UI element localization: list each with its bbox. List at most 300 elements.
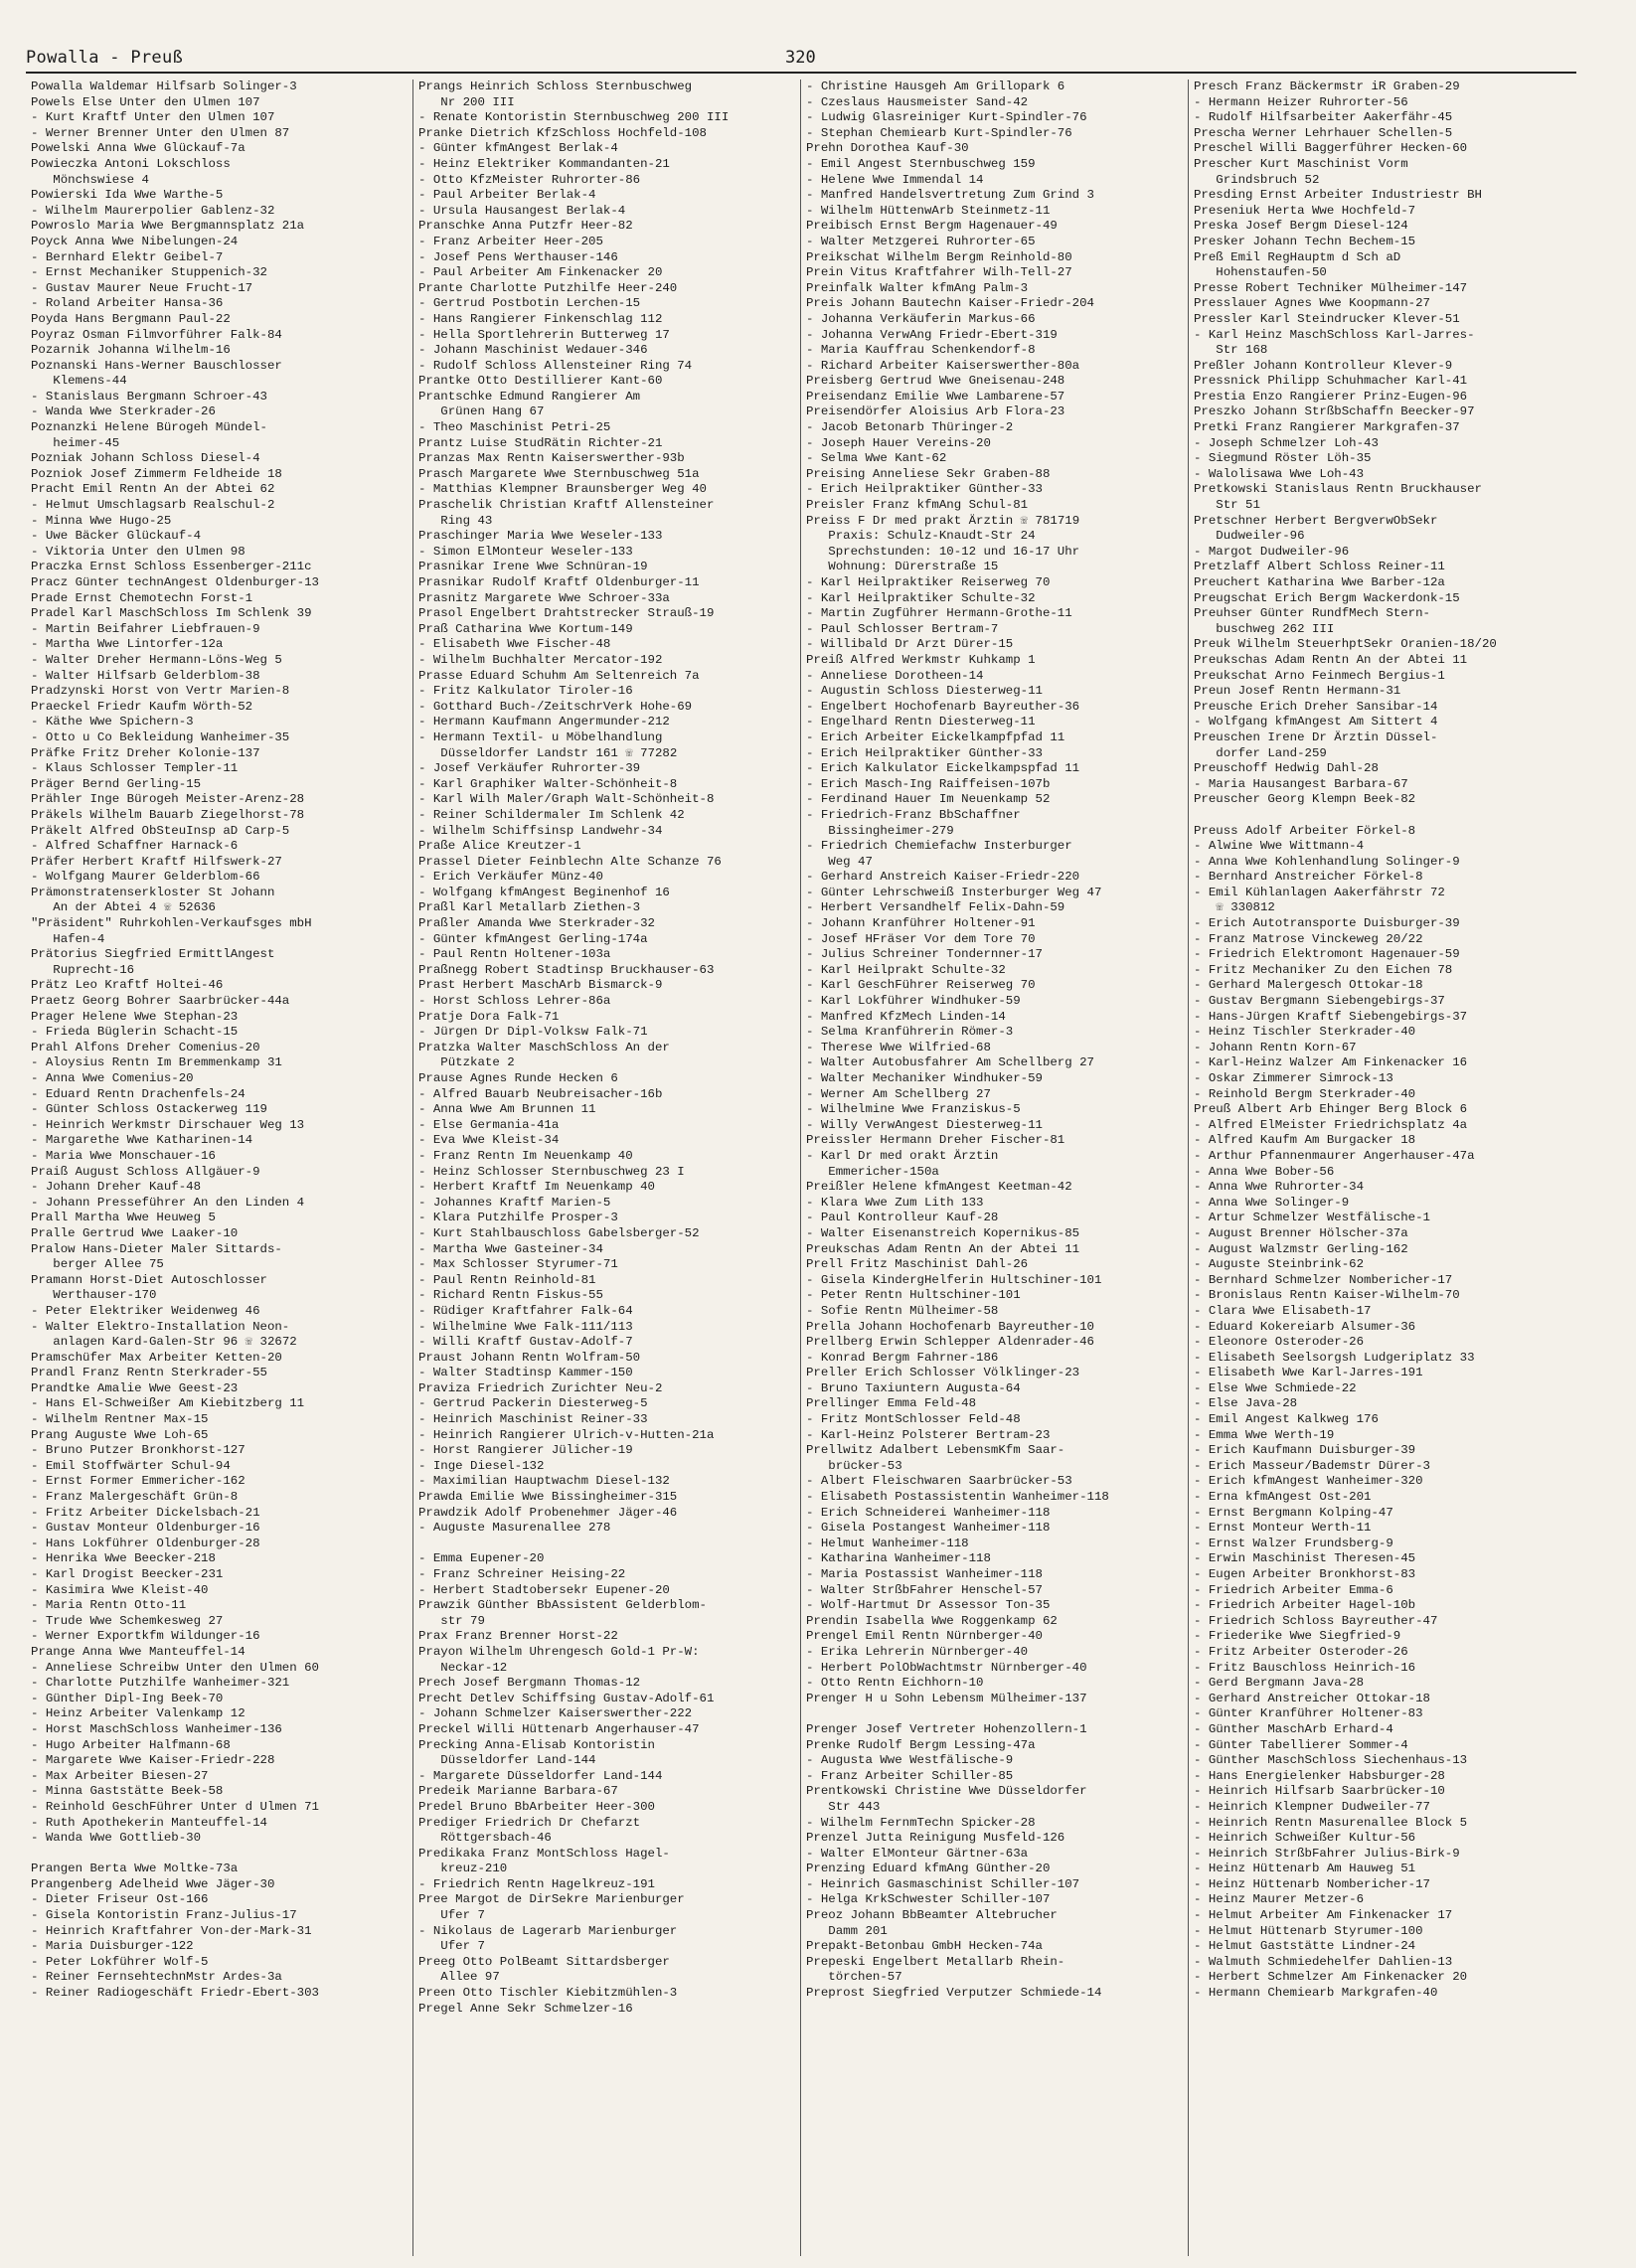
directory-entry: - Heinz Schlosser Sternbuschweg 23 I xyxy=(418,1164,685,1179)
directory-entry: Precking Anna-Elisab Kontoristin xyxy=(418,1737,655,1752)
directory-entry: Praschinger Maria Wwe Weseler-133 xyxy=(418,529,663,544)
directory-entry: - Johanna Verkäuferin Markus-66 xyxy=(806,311,1036,326)
directory-entry: - Peter Lokführer Wolf-5 xyxy=(31,1954,209,1969)
directory-entry: - Helmut Umschlagsarb Realschul-2 xyxy=(31,498,275,513)
directory-entry: - Fritz Bauschloss Heinrich-16 xyxy=(1194,1660,1416,1675)
directory-entry: - Friedrich Rentn Hagelkreuz-191 xyxy=(418,1876,655,1891)
directory-entry: Precht Detlev Schiffsing Gustav-Adolf-61 xyxy=(418,1691,715,1705)
directory-entry: - Anna Wwe Solinger-9 xyxy=(1194,1195,1350,1210)
directory-entry: - Ernst Former Emmericher-162 xyxy=(31,1474,245,1489)
directory-entry: - Minna Wwe Hugo-25 xyxy=(31,513,172,528)
directory-entry: Str 51 xyxy=(1194,498,1260,513)
directory-entry: Pregel Anne Sekr Schmelzer-16 xyxy=(418,2001,633,2016)
directory-entry: - Herbert Schmelzer Am Finkenacker 20 xyxy=(1194,1970,1468,1985)
directory-entry: Pressler Karl Steindrucker Klever-51 xyxy=(1194,311,1460,326)
directory-entry: Prasnitz Margarete Wwe Schroer-33a xyxy=(418,590,670,605)
directory-entry: - Heinz Maurer Metzer-6 xyxy=(1194,1892,1365,1907)
directory-entry: Ufer 7 xyxy=(418,1939,485,1954)
directory-entry: Prediger Friedrich Dr Chefarzt xyxy=(418,1815,641,1830)
directory-entry: - Walter Elektro-Installation Neon- xyxy=(31,1319,290,1334)
directory-entry: - Oskar Zimmerer Simrock-13 xyxy=(1194,1071,1393,1085)
directory-entry: - Wilhelm Buchhalter Mercator-192 xyxy=(418,652,663,667)
directory-entry: - Dieter Friseur Ost-166 xyxy=(31,1892,209,1907)
directory-entry: - Erich Autotransporte Duisburger-39 xyxy=(1194,916,1460,931)
directory-entry: - Käthe Wwe Spichern-3 xyxy=(31,715,194,729)
directory-entry: - Konrad Bergm Fahrner-186 xyxy=(806,1350,999,1365)
directory-entry: - Martin Beifahrer Liebfrauen-9 xyxy=(31,621,260,636)
directory-entry: Pracht Emil Rentn An der Abtei 62 xyxy=(31,482,275,497)
directory-entry: Praßnegg Robert Stadtinsp Bruckhauser-63 xyxy=(418,962,715,977)
directory-entry: Presse Robert Techniker Mülheimer-147 xyxy=(1194,280,1468,295)
directory-entry: - Jürgen Dr Dipl-Volksw Falk-71 xyxy=(418,1025,648,1040)
directory-entry: Presslauer Agnes Wwe Koopmann-27 xyxy=(1194,296,1430,311)
directory-entry: Prax Franz Brenner Horst-22 xyxy=(418,1629,618,1644)
directory-entry: - Karl Heinz MaschSchloss Karl-Jarres- xyxy=(1194,327,1475,342)
directory-entry: - Emil Stoffwärter Schul-94 xyxy=(31,1458,231,1473)
directory-entry: - Klara Putzhilfe Prosper-3 xyxy=(418,1211,618,1225)
directory-entry: Ruprecht-16 xyxy=(31,962,135,977)
directory-entry: Preuschoff Hedwig Dahl-28 xyxy=(1194,761,1379,776)
directory-entry: Pree Margot de DirSekre Marienburger xyxy=(418,1892,685,1907)
directory-entry: - Willibald Dr Arzt Dürer-15 xyxy=(806,637,1014,652)
directory-entry: Klemens-44 xyxy=(31,374,127,389)
directory-entry: Prangs Heinrich Schloss Sternbuschweg xyxy=(418,80,693,93)
directory-entry: - Friedrich-Franz BbSchaffner xyxy=(806,807,1021,822)
directory-entry: - Emil Angest Sternbuschweg 159 xyxy=(806,156,1036,171)
directory-entry: - Walter ElMonteur Gärtner-63a xyxy=(806,1846,1029,1861)
directory-entry: - Kasimira Wwe Kleist-40 xyxy=(31,1582,209,1597)
directory-entry: - Inge Diesel-132 xyxy=(418,1458,545,1473)
directory-entry: - Klaus Schlosser Templer-11 xyxy=(31,761,239,776)
directory-entry: - Johann Presseführer An den Linden 4 xyxy=(31,1195,305,1210)
directory-entry: Preuß Albert Arb Ehinger Berg Block 6 xyxy=(1194,1102,1468,1117)
directory-entry: - Franz Arbeiter Schiller-85 xyxy=(806,1768,1014,1783)
directory-entry: - Gotthard Buch-/ZeitschrVerk Hohe-69 xyxy=(418,699,693,714)
directory-entry: - Paul Schlosser Bertram-7 xyxy=(806,621,999,636)
directory-entry: - Horst Rangierer Jülicher-19 xyxy=(418,1443,633,1458)
directory-entry: Pradel Karl MaschSchloss Im Schlenk 39 xyxy=(31,606,312,621)
directory-entry: kreuz-210 xyxy=(418,1862,508,1876)
directory-entry: - Wilhelm HüttenwArb Steinmetz-11 xyxy=(806,203,1051,218)
directory-entry: - Heinz Elektriker Kommandanten-21 xyxy=(418,156,670,171)
directory-entry: Bissingheimer-279 xyxy=(806,823,954,838)
directory-entry: - Wolf-Hartmut Dr Assessor Ton-35 xyxy=(806,1598,1051,1613)
directory-entry: Preikschat Wilhelm Bergm Reinhold-80 xyxy=(806,249,1072,264)
directory-entry: - Bruno Taxiuntern Augusta-64 xyxy=(806,1380,1021,1395)
directory-entry: Grindsbruch 52 xyxy=(1194,172,1320,187)
directory-entry: - Augustin Schloss Diesterweg-11 xyxy=(806,684,1043,699)
directory-entry: - Maximilian Hauptwachm Diesel-132 xyxy=(418,1474,670,1489)
directory-entry: - Maria Duisburger-122 xyxy=(31,1939,194,1954)
directory-entry: - Werner Exportkfm Wildunger-16 xyxy=(31,1629,260,1644)
directory-entry: - Horst MaschSchloss Wanheimer-136 xyxy=(31,1721,282,1736)
directory-entry: Poyraz Osman Filmvorführer Falk-84 xyxy=(31,327,282,342)
directory-entry: - Fritz Arbeiter Dickelsbach-21 xyxy=(31,1505,260,1520)
directory-entry: Preisendörfer Aloisius Arb Flora-23 xyxy=(806,405,1065,419)
directory-entry: Predel Bruno BbArbeiter Heer-300 xyxy=(418,1799,655,1814)
directory-entry: - Erich Heilpraktiker Günther-33 xyxy=(806,745,1043,760)
directory-entry: - Johann Dreher Kauf-48 xyxy=(31,1180,202,1195)
directory-entry: Preising Anneliese Sekr Graben-88 xyxy=(806,466,1051,481)
directory-entry: Praßler Amanda Wwe Sterkrader-32 xyxy=(418,916,655,931)
directory-entry: - Anna Wwe Am Brunnen 11 xyxy=(418,1102,596,1117)
directory-entry: - Hermann Heizer Ruhrorter-56 xyxy=(1194,94,1408,109)
directory-entry: Düsseldorfer Land-144 xyxy=(418,1753,596,1768)
directory-entry: - Stephan Chemiearb Kurt-Spindler-76 xyxy=(806,125,1072,140)
directory-entry: - Otto u Co Bekleidung Wanheimer-35 xyxy=(31,729,290,744)
directory-entry xyxy=(1194,808,1571,824)
directory-entry: - Karl Heilpraktiker Schulte-32 xyxy=(806,590,1036,605)
directory-entry: - Heinrich Rangierer Ulrich-v-Hutten-21a xyxy=(418,1427,715,1442)
directory-entry: Prenzel Jutta Reinigung Musfeld-126 xyxy=(806,1831,1065,1846)
directory-entry: - Paul Arbeiter Berlak-4 xyxy=(418,188,596,203)
directory-entry: - Hans Lokführer Oldenburger-28 xyxy=(31,1536,260,1550)
page-number: 320 xyxy=(785,48,816,68)
directory-entry: - Heinz Hüttenarb Nombericher-17 xyxy=(1194,1876,1430,1891)
directory-entry: - Kurt Kraftf Unter den Ulmen 107 xyxy=(31,110,275,125)
directory-entry: Prasnikar Irene Wwe Schnüran-19 xyxy=(418,560,648,574)
directory-entry: Powroslo Maria Wwe Bergmannsplatz 21a xyxy=(31,219,305,234)
directory-entry: Wohnung: Dürerstraße 15 xyxy=(806,560,999,574)
directory-entry: - Theo Maschinist Petri-25 xyxy=(418,420,611,435)
directory-entry: Praviza Friedrich Zurichter Neu-2 xyxy=(418,1380,663,1395)
directory-entry: - Arthur Pfannenmaurer Angerhauser-47a xyxy=(1194,1148,1475,1163)
directory-entry: - Selma Wwe Kant-62 xyxy=(806,451,947,466)
directory-entry: Praße Alice Kreutzer-1 xyxy=(418,839,581,854)
directory-entry: - Anneliese Dorotheen-14 xyxy=(806,668,984,683)
directory-entry: - Karl Drogist Beecker-231 xyxy=(31,1567,224,1581)
directory-entry: Pressnick Philipp Schuhmacher Karl-41 xyxy=(1194,374,1468,389)
directory-entry: "Präsident" Ruhrkohlen-Verkaufsges mbH xyxy=(31,916,312,931)
directory-entry: - Eva Wwe Kleist-34 xyxy=(418,1133,560,1148)
directory-entry: - Günter Schloss Ostackerweg 119 xyxy=(31,1102,267,1117)
directory-entry: - Emma Eupener-20 xyxy=(418,1551,545,1566)
directory-entry: - Karl Lokführer Windhuker-59 xyxy=(806,994,1021,1009)
directory-entry: - Josef Pens Werthauser-146 xyxy=(418,249,618,264)
directory-entry: - Wilhelm FernmTechn Spicker-28 xyxy=(806,1815,1036,1830)
directory-entry: - Selma Kranführerin Römer-3 xyxy=(806,1025,1014,1040)
directory-entry: Prassel Dieter Feinblechn Alte Schanze 76 xyxy=(418,854,722,869)
directory-entry: - Heinrich Gasmaschinist Schiller-107 xyxy=(806,1876,1080,1891)
directory-entry: - Margot Dudweiler-96 xyxy=(1194,544,1350,559)
directory-entry: - Hermann Textil- u Möbelhandlung xyxy=(418,729,663,744)
directory-entry: Str 168 xyxy=(1194,343,1268,358)
directory-entry: - Werner Brenner Unter den Ulmen 87 xyxy=(31,125,290,140)
directory-entry: Prell Fritz Maschinist Dahl-26 xyxy=(806,1257,1029,1272)
directory-entry: Praxis: Schulz-Knaudt-Str 24 xyxy=(806,529,1036,544)
directory-entry: - Stanislaus Bergmann Schroer-43 xyxy=(31,389,267,404)
directory-entry: - Alfred Kaufm Am Burgacker 18 xyxy=(1194,1133,1416,1148)
directory-entry: - Frieda Büglerin Schacht-15 xyxy=(31,1025,239,1040)
directory-entry: - Emil Kühlanlagen Aakerfährstr 72 xyxy=(1194,885,1445,899)
directory-entry: - Alfred ElMeister Friedrichsplatz 4a xyxy=(1194,1117,1468,1132)
directory-entry: - Gertrud Postbotin Lerchen-15 xyxy=(418,296,641,311)
directory-entry: - Paul Rentn Reinhold-81 xyxy=(418,1272,596,1287)
directory-entry: - Wanda Wwe Sterkrader-26 xyxy=(31,405,216,419)
directory-entry: - Friederike Wwe Siegfried-9 xyxy=(1194,1629,1401,1644)
directory-entry: Emmericher-150a xyxy=(806,1164,939,1179)
directory-entry: Prech Josef Bergmann Thomas-12 xyxy=(418,1676,641,1691)
directory-entry: - Wilhelm Schiffsinsp Landwehr-34 xyxy=(418,823,663,838)
directory-entry: - Wolfgang kfmAngest Am Sittert 4 xyxy=(1194,715,1438,729)
directory-entry: - Uwe Bäcker Glückauf-4 xyxy=(31,529,202,544)
directory-entry: - Margarete Wwe Kaiser-Friedr-228 xyxy=(31,1753,275,1768)
directory-entry: - Walter Eisenanstreich Kopernikus-85 xyxy=(806,1225,1080,1240)
directory-entry: - Peter Elektriker Weidenweg 46 xyxy=(31,1303,260,1318)
directory-entry: - Heinrich Hilfsarb Saarbrücker-10 xyxy=(1194,1784,1445,1799)
directory-entry: - Albert Fleischwaren Saarbrücker-53 xyxy=(806,1474,1072,1489)
directory-entry: Prenger Josef Vertreter Hohenzollern-1 xyxy=(806,1721,1087,1736)
directory-entry: - Augusta Wwe Westfälische-9 xyxy=(806,1753,1014,1768)
directory-entry: - Anna Wwe Ruhrorter-34 xyxy=(1194,1180,1365,1195)
directory-entry: Preuss Adolf Arbeiter Förkel-8 xyxy=(1194,823,1416,838)
directory-entry: dorfer Land-259 xyxy=(1194,745,1327,760)
directory-entry: Ring 43 xyxy=(418,513,493,528)
directory-entry: Hohenstaufen-50 xyxy=(1194,265,1327,280)
directory-entry: - Günther MaschSchloss Siechenhaus-13 xyxy=(1194,1753,1468,1768)
directory-entry: - Bronislaus Rentn Kaiser-Wilhelm-70 xyxy=(1194,1288,1460,1303)
directory-entry: Sprechstunden: 10-12 und 16-17 Uhr xyxy=(806,544,1080,559)
directory-entry: - Rudolf Schloss Allensteiner Ring 74 xyxy=(418,358,693,373)
directory-entry: - Kurt Stahlbauschloss Gabelsberger-52 xyxy=(418,1225,700,1240)
directory-entry: - Wilhelm Maurerpolier Gablenz-32 xyxy=(31,203,275,218)
directory-entry: Praetz Georg Bohrer Saarbrücker-44a xyxy=(31,994,290,1009)
directory-entry: - Margarete Düsseldorfer Land-144 xyxy=(418,1768,663,1783)
directory-entry: Pratje Dora Falk-71 xyxy=(418,1009,560,1024)
directory-entry: Pracz Günter technAngest Oldenburger-13 xyxy=(31,575,319,589)
directory-entry: Preprost Siegfried Verputzer Schmiede-14 xyxy=(806,1986,1102,2001)
directory-entry: Prellberg Erwin Schlepper Aldenrader-46 xyxy=(806,1335,1094,1350)
directory-entry: - Karl-Heinz Walzer Am Finkenacker 16 xyxy=(1194,1055,1468,1070)
directory-entry: - Ursula Hausangest Berlak-4 xyxy=(418,203,626,218)
directory-entry: - Gertrud Packerin Diesterweg-5 xyxy=(418,1396,648,1411)
directory-entry: - Viktoria Unter den Ulmen 98 xyxy=(31,544,245,559)
directory-entry: Präkelt Alfred ObSteuInsp aD Carp-5 xyxy=(31,823,290,838)
directory-entry: Prellinger Emma Feld-48 xyxy=(806,1396,977,1411)
directory-entry: - Karl Graphiker Walter-Schönheit-8 xyxy=(418,776,678,791)
directory-entry: Prenke Rudolf Bergm Lessing-47a xyxy=(806,1737,1036,1752)
directory-entry: Preuhser Günter RundfMech Stern- xyxy=(1194,606,1430,621)
directory-entry: - Maria Kauffrau Schenkendorf-8 xyxy=(806,343,1036,358)
directory-entry: - Klara Wwe Zum Lith 133 xyxy=(806,1195,984,1210)
column-3 xyxy=(801,80,1189,2256)
directory-entry: Praeckel Friedr Kaufm Wörth-52 xyxy=(31,699,253,714)
directory-entry: - Wolfgang kfmAngest Beginenhof 16 xyxy=(418,885,670,899)
directory-entry: str 79 xyxy=(418,1613,485,1628)
directory-entry: Pützkate 2 xyxy=(418,1055,515,1070)
directory-entry: Hafen-4 xyxy=(31,931,105,946)
directory-entry: - August Brenner Hölscher-37a xyxy=(1194,1225,1408,1240)
directory-entry: Preßler Johann Kontrolleur Klever-9 xyxy=(1194,358,1453,373)
directory-entry: - Erwin Maschinist Theresen-45 xyxy=(1194,1551,1416,1566)
directory-entry: - Margarethe Wwe Katharinen-14 xyxy=(31,1133,253,1148)
directory-entry: - Peter Rentn Hultschiner-101 xyxy=(806,1288,1021,1303)
directory-entry: Prange Anna Wwe Manteuffel-14 xyxy=(31,1644,245,1659)
directory-entry: Prahl Alfons Dreher Comenius-20 xyxy=(31,1040,260,1054)
directory-entry: Pretzlaff Albert Schloss Reiner-11 xyxy=(1194,560,1445,574)
directory-entry: - Anna Wwe Comenius-20 xyxy=(31,1071,194,1085)
directory-entry: - Alwine Wwe Wittmann-4 xyxy=(1194,839,1365,854)
directory-entry: Damm 201 xyxy=(806,1923,888,1938)
directory-entry: - Paul Arbeiter Am Finkenacker 20 xyxy=(418,265,663,280)
directory-entry: Prenzing Eduard kfmAng Günther-20 xyxy=(806,1862,1051,1876)
directory-entry: Preeg Otto PolBeamt Sittardsberger xyxy=(418,1954,670,1969)
directory-entry: - Ernst Walzer Frundsberg-9 xyxy=(1194,1536,1393,1550)
directory-entry: Prangenberg Adelheid Wwe Jäger-30 xyxy=(31,1876,275,1891)
directory-entry: - Walter Mechaniker Windhuker-59 xyxy=(806,1071,1043,1085)
directory-entry: - Siegmund Röster Löh-35 xyxy=(1194,451,1372,466)
directory-entry: Presch Franz Bäckermstr iR Graben-29 xyxy=(1194,80,1460,93)
directory-entry: Prein Vitus Kraftfahrer Wilh-Tell-27 xyxy=(806,265,1072,280)
directory-entry: - Günter Lehrschweiß Insterburger Weg 47 xyxy=(806,885,1102,899)
directory-entry: - Fritz Kalkulator Tiroler-16 xyxy=(418,684,633,699)
directory-entry: - Fritz MontSchlosser Feld-48 xyxy=(806,1412,1021,1427)
directory-entry: - Günter Tabellierer Sommer-4 xyxy=(1194,1737,1408,1752)
directory-entry: Prayon Wilhelm Uhrengesch Gold-1 Pr-W: xyxy=(418,1644,700,1659)
directory-entry: - Josef Verkäufer Ruhrorter-39 xyxy=(418,761,641,776)
directory-entry: - Max Arbeiter Biesen-27 xyxy=(31,1768,209,1783)
column-4 xyxy=(1189,80,1576,2256)
directory-entry: - Artur Schmelzer Westfälische-1 xyxy=(1194,1211,1430,1225)
directory-entry: - Eleonore Osteroder-26 xyxy=(1194,1335,1365,1350)
directory-entry: buschweg 262 III xyxy=(1194,621,1335,636)
directory-entry: Düsseldorfer Landstr 161 ☏ 77282 xyxy=(418,745,678,760)
directory-entry: - Emma Wwe Werth-19 xyxy=(1194,1427,1335,1442)
directory-entry: - Erich Heilpraktiker Günther-33 xyxy=(806,482,1043,497)
directory-entry: - Erich Schneiderei Wanheimer-118 xyxy=(806,1505,1051,1520)
column-1 xyxy=(26,80,413,2256)
directory-entry: - Else Germania-41a xyxy=(418,1117,560,1132)
directory-entry: Pranke Dietrich KfzSchloss Hochfeld-108 xyxy=(418,125,707,140)
directory-entry: Röttgersbach-46 xyxy=(418,1831,552,1846)
directory-entry: - Engelhard Rentn Diesterweg-11 xyxy=(806,715,1036,729)
directory-entry: - Elisabeth Seelsorgsh Ludgeriplatz 33 xyxy=(1194,1350,1475,1365)
directory-entry: Preukschas Adam Rentn An der Abtei 11 xyxy=(806,1241,1080,1256)
directory-entry: - Erich kfmAngest Wanheimer-320 xyxy=(1194,1474,1423,1489)
directory-entry: - Erika Lehrerin Nürnberger-40 xyxy=(806,1644,1029,1659)
directory-entry: Prenger H u Sohn Lebensm Mülheimer-137 xyxy=(806,1691,1087,1705)
directory-entry: - Elisabeth Wwe Fischer-48 xyxy=(418,637,611,652)
directory-entry: Poyda Hans Bergmann Paul-22 xyxy=(31,311,231,326)
directory-entry: - Walter Stadtinsp Kammer-150 xyxy=(418,1366,633,1380)
directory-entry: Prang Auguste Wwe Loh-65 xyxy=(31,1427,209,1442)
directory-entry: - Alfred Bauarb Neubreisacher-16b xyxy=(418,1086,663,1101)
directory-entry: - Erich Masch-Ing Raiffeisen-107b xyxy=(806,776,1051,791)
directory-entry: Neckar-12 xyxy=(418,1660,508,1675)
directory-entry: Preissler Hermann Dreher Fischer-81 xyxy=(806,1133,1065,1148)
directory-entry: - Jacob Betonarb Thüringer-2 xyxy=(806,420,1014,435)
directory-entry: Prasch Margarete Wwe Sternbuschweg 51a xyxy=(418,466,700,481)
directory-entry: Preska Josef Bergm Diesel-124 xyxy=(1194,219,1408,234)
directory-entry: Weg 47 xyxy=(806,854,873,869)
directory-entry: brücker-53 xyxy=(806,1458,902,1473)
directory-entry: - Reiner FernsehtechnMstr Ardes-3a xyxy=(31,1970,282,1985)
directory-entry: - Otto Rentn Eichhorn-10 xyxy=(806,1676,984,1691)
directory-entry: - Richard Rentn Fiskus-55 xyxy=(418,1288,603,1303)
directory-entry: - Ernst Bergmann Kolping-47 xyxy=(1194,1505,1393,1520)
directory-entry: Praß Catharina Wwe Kortum-149 xyxy=(418,621,633,636)
directory-entry: Pretkowski Stanislaus Rentn Bruckhauser xyxy=(1194,482,1482,497)
directory-entry: - Elisabeth Wwe Karl-Jarres-191 xyxy=(1194,1366,1423,1380)
directory-entry: Prehn Dorothea Kauf-30 xyxy=(806,141,969,156)
directory-entry: Preinfalk Walter kfmAng Palm-3 xyxy=(806,280,1029,295)
directory-entry: - Anna Wwe Bober-56 xyxy=(1194,1164,1335,1179)
directory-entry: - Karl-Heinz Polsterer Bertram-23 xyxy=(806,1427,1051,1442)
directory-entry: Preisendanz Emilie Wwe Lambarene-57 xyxy=(806,389,1065,404)
directory-entry: Preckel Willi Hüttenarb Angerhauser-47 xyxy=(418,1721,700,1736)
directory-entry: Praiß August Schloss Allgäuer-9 xyxy=(31,1164,260,1179)
directory-entry: - Gustav Maurer Neue Frucht-17 xyxy=(31,280,253,295)
directory-entry: - Walter StrßbFahrer Henschel-57 xyxy=(806,1582,1043,1597)
directory-entry: - Maria Wwe Monschauer-16 xyxy=(31,1148,216,1163)
directory-entry: - Roland Arbeiter Hansa-36 xyxy=(31,296,224,311)
directory-entry: Preß Emil RegHauptm d Sch aD xyxy=(1194,249,1401,264)
directory-entry: Preuchert Katharina Wwe Barber-12a xyxy=(1194,575,1445,589)
directory-entry: - Heinrich Maschinist Reiner-33 xyxy=(418,1412,648,1427)
directory-entry: Prella Johann Hochofenarb Bayreuther-10 xyxy=(806,1319,1094,1334)
directory-entry: - Franz Malergeschäft Grün-8 xyxy=(31,1490,239,1505)
directory-entry: - Hugo Arbeiter Halfmann-68 xyxy=(31,1737,231,1752)
directory-entry: Prepakt-Betonbau GmbH Hecken-74a xyxy=(806,1939,1043,1954)
directory-entry: - Eugen Arbeiter Bronkhorst-83 xyxy=(1194,1567,1416,1581)
directory-entry: Prätz Leo Kraftf Holtei-46 xyxy=(31,978,224,993)
directory-entry: Prendin Isabella Wwe Roggenkamp 62 xyxy=(806,1613,1058,1628)
directory-entry: Pozarnik Johanna Wilhelm-16 xyxy=(31,343,231,358)
directory-entry: Präfer Herbert Kraftf Hilfswerk-27 xyxy=(31,854,282,869)
directory-entry: - Walter Autobusfahrer Am Schellberg 27 xyxy=(806,1055,1094,1070)
directory-entry: - Heinrich Werkmstr Dirschauer Weg 13 xyxy=(31,1117,305,1132)
directory-entry: Prellwitz Adalbert LebensmKfm Saar- xyxy=(806,1443,1065,1458)
directory-entry: - Helmut Arbeiter Am Finkenacker 17 xyxy=(1194,1908,1453,1923)
directory-entry: - Trude Wwe Schemkesweg 27 xyxy=(31,1613,224,1628)
directory-entry: heimer-45 xyxy=(31,435,120,450)
directory-entry: Preschel Willi Baggerführer Hecken-60 xyxy=(1194,141,1468,156)
directory-entry: - Reiner Radiogeschäft Friedr-Ebert-303 xyxy=(31,1986,319,2001)
directory-entry: - Martha Wwe Lintorfer-12a xyxy=(31,637,224,652)
directory-entry: - Hella Sportlehrerin Butterweg 17 xyxy=(418,327,670,342)
directory-entry: - Heinz Tischler Sterkrader-40 xyxy=(1194,1025,1416,1040)
directory-entry: Praßl Karl Metallarb Ziethen-3 xyxy=(418,900,641,915)
column-2 xyxy=(413,80,801,2256)
directory-entry: - Renate Kontoristin Sternbuschweg 200 III xyxy=(418,110,730,125)
directory-entry: - Günter kfmAngest Gerling-174a xyxy=(418,931,648,946)
directory-entry: Pradzynski Horst von Vertr Marien-8 xyxy=(31,684,290,699)
directory-entry: Prandtke Amalie Wwe Geest-23 xyxy=(31,1380,239,1395)
directory-entry: - Wilhelmine Wwe Franziskus-5 xyxy=(806,1102,1021,1117)
directory-entry: Preis Johann Bautechn Kaiser-Friedr-204 xyxy=(806,296,1094,311)
directory-entry: Ufer 7 xyxy=(418,1908,485,1923)
directory-entry: - Karl Heilpraktiker Reiserweg 70 xyxy=(806,575,1051,589)
directory-entry: Prescha Werner Lehrhauer Schellen-5 xyxy=(1194,125,1453,140)
directory-entry: Prengel Emil Rentn Nürnberger-40 xyxy=(806,1629,1043,1644)
directory-entry: - Otto KfzMeister Ruhrorter-86 xyxy=(418,172,641,187)
directory-entry: - Herbert Stadtobersekr Eupener-20 xyxy=(418,1582,670,1597)
directory-entry: Prause Agnes Runde Hecken 6 xyxy=(418,1071,618,1085)
directory-entry: - Katharina Wanheimer-118 xyxy=(806,1551,991,1566)
directory-entry: Preen Otto Tischler Kiebitzmühlen-3 xyxy=(418,1986,678,2001)
directory-entry: - Helga KrkSchwester Schiller-107 xyxy=(806,1892,1051,1907)
directory-entry: Pralow Hans-Dieter Maler Sittards- xyxy=(31,1241,282,1256)
directory-entry: - Helmut Gaststätte Lindner-24 xyxy=(1194,1939,1416,1954)
directory-entry: Präger Bernd Gerling-15 xyxy=(31,776,202,791)
directory-entry: - Reinhold GeschFührer Unter d Ulmen 71 xyxy=(31,1799,319,1814)
directory-entry: - Hermann Chemiearb Markgrafen-40 xyxy=(1194,1986,1438,2001)
directory-entry: - Günter Kranführer Holtener-83 xyxy=(1194,1706,1423,1721)
directory-entry: An der Abtei 4 ☏ 52636 xyxy=(31,900,216,915)
directory-entry: - Erich Verkäufer Münz-40 xyxy=(418,870,603,885)
directory-entry: Preuk Wilhelm SteuerhptSekr Oranien-18/20 xyxy=(1194,637,1497,652)
directory-entry xyxy=(31,1847,408,1863)
